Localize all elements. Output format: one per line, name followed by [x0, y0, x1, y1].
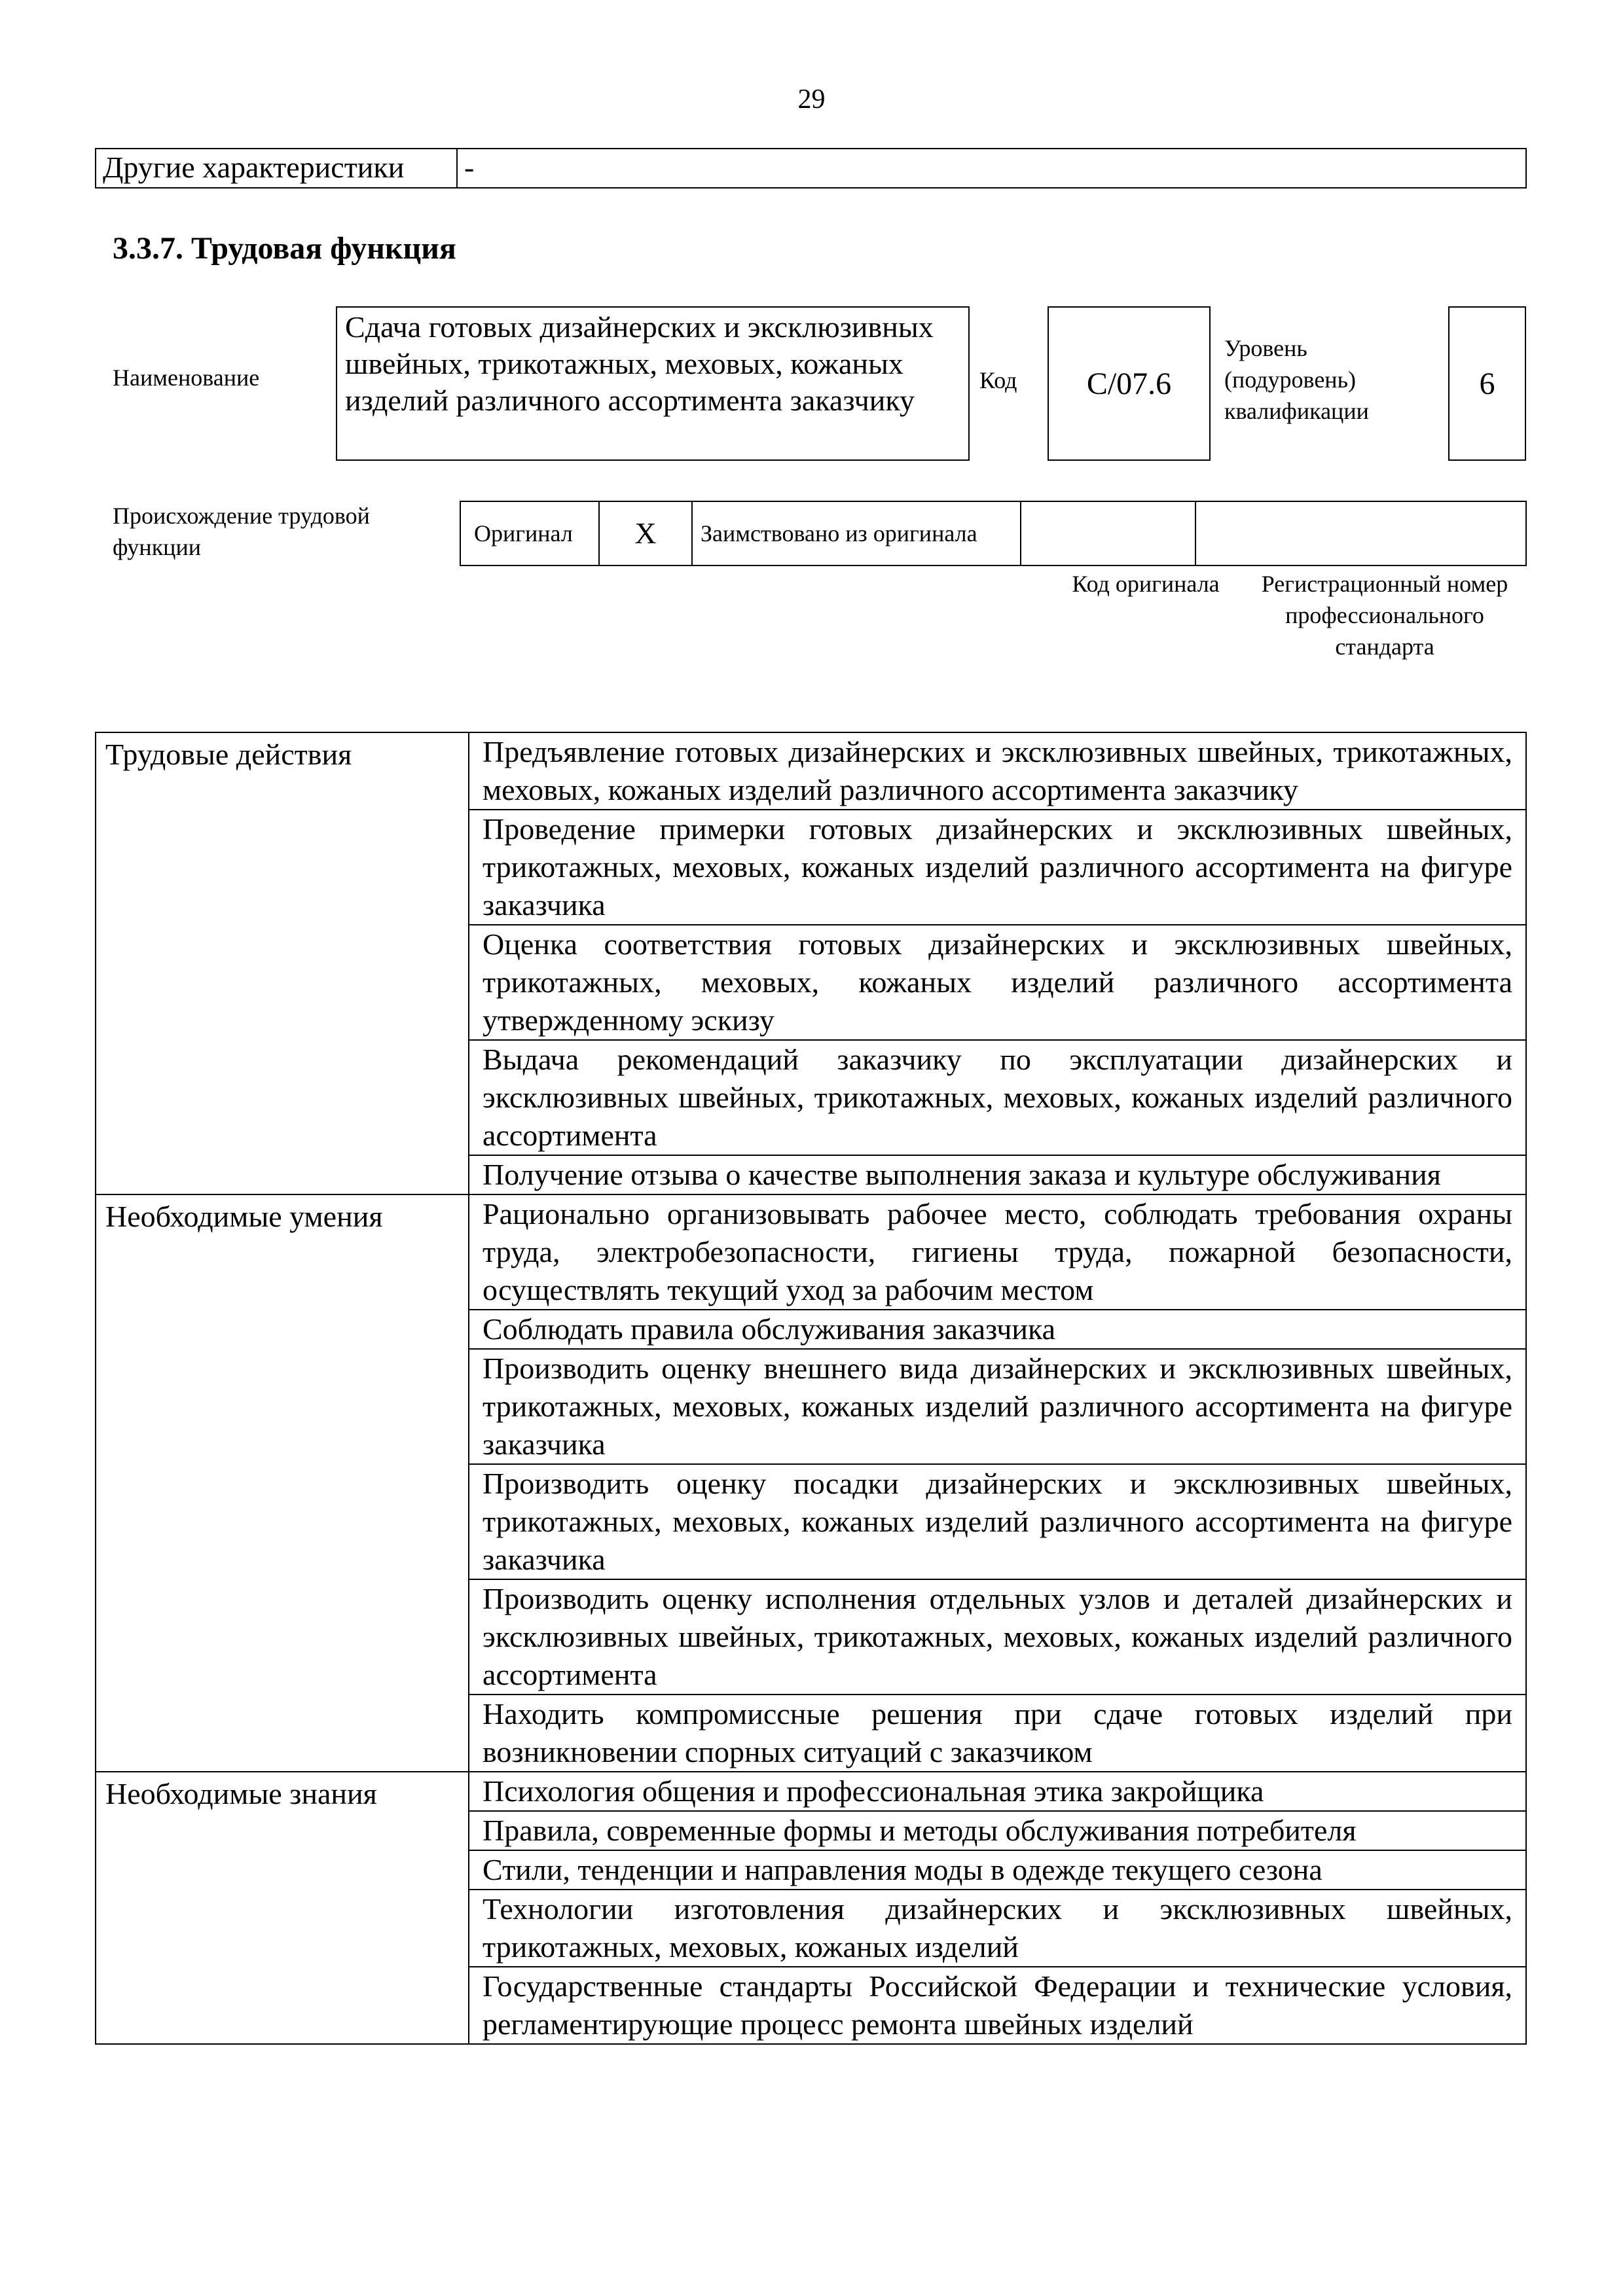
list-item: Психология общения и профессиональная этика закройщика — [469, 1772, 1526, 1811]
list-item: Выдача рекомендаций заказчику по эксплуатации дизайнерских и эксклюзивных швейных, трикотажных, меховых, кожаных изделий различного ассортимента — [469, 1040, 1526, 1155]
list-item: Государственные стандарты Российской Федерации и технические условия, регламентирующие процесс ремонта швейных изделий — [469, 1967, 1526, 2044]
code-label: Код — [979, 367, 1017, 393]
list-item: Предъявление готовых дизайнерских и эксклюзивных швейных, трикотажных, меховых, кожаных изделий различного ассортимента заказчику — [469, 732, 1526, 810]
origin-table — [460, 501, 1527, 566]
name-label: Наименование — [113, 365, 260, 391]
section-title-labor-actions: Трудовые действия — [96, 732, 469, 1194]
section-title: 3.3.7. Трудовая функция — [113, 231, 456, 266]
list-item: Производить оценку посадки дизайнерских и эксклюзивных швейных, трикотажных, меховых, кожаных изделий различного ассортимента на фигуре заказчика — [469, 1464, 1526, 1579]
table-row — [96, 732, 1526, 810]
original-mark: X — [599, 501, 692, 565]
section-title-skills: Необходимые умения — [96, 1194, 469, 1772]
list-item: Оценка соответствия готовых дизайнерских и эксклюзивных швейных, трикотажных, меховых, кожаных изделий различного ассортимента утвержденному эскизу — [469, 925, 1526, 1040]
list-item: Технологии изготовления дизайнерских и эксклюзивных швейных, трикотажных, меховых, кожаных изделий — [469, 1890, 1526, 1967]
origin-label: Происхождение трудовой функции — [113, 503, 370, 560]
list-item: Рационально организовывать рабочее место, соблюдать требования охраны труда, электробезопасности, гигиены труда, пожарной безопасности, осуществлять текущий уход за рабочим местом — [469, 1194, 1526, 1310]
level-box: 6 — [1448, 306, 1526, 461]
list-item: Соблюдать правила обслуживания заказчика — [469, 1310, 1526, 1349]
page-number: 29 — [797, 84, 826, 115]
original-label: Оригинал — [460, 501, 599, 565]
registration-number-cell — [1195, 501, 1526, 565]
other-characteristics-table — [95, 148, 1527, 188]
list-item: Производить оценку внешнего вида дизайнерских и эксклюзивных швейных, трикотажных, меховых, кожаных изделий различного ассортимента на фигуре заказчика — [469, 1349, 1526, 1464]
table-row — [96, 149, 1526, 188]
table-row — [460, 501, 1526, 565]
borrowed-label: Заимствовано из оригинала — [692, 501, 1021, 565]
list-item: Стили, тенденции и направления моды в одежде текущего сезона — [469, 1850, 1526, 1890]
original-code-cell — [1021, 501, 1195, 565]
list-item: Производить оценку исполнения отдельных узлов и деталей дизайнерских и эксклюзивных швейных, трикотажных, меховых, кожаных изделий различного ассортимента — [469, 1579, 1526, 1695]
original-code-caption: Код оригинала — [1072, 571, 1220, 597]
table-row — [96, 1194, 1526, 1310]
requirements-table — [95, 732, 1527, 2045]
function-name-box: Сдача готовых дизайнерских и эксклюзивных швейных, трикотажных, меховых, кожаных изделий различного ассортимента заказчику — [336, 306, 970, 461]
section-title-knowledge: Необходимые знания — [96, 1772, 469, 2044]
list-item: Правила, современные формы и методы обслуживания потребителя — [469, 1811, 1526, 1850]
list-item: Получение отзыва о качестве выполнения заказа и культуре обслуживания — [469, 1155, 1526, 1194]
registration-number-caption: Регистрационный номер профессионального стандарта — [1261, 571, 1508, 660]
list-item: Находить компромиссные решения при сдаче готовых изделий при возникновении спорных ситуаций с заказчиком — [469, 1695, 1526, 1772]
table-row — [96, 1772, 1526, 1811]
other-characteristics-value: - — [457, 149, 1526, 188]
function-code-box: C/07.6 — [1048, 306, 1211, 461]
list-item: Проведение примерки готовых дизайнерских и эксклюзивных швейных, трикотажных, меховых, кожаных изделий различного ассортимента на фигуре заказчика — [469, 810, 1526, 925]
level-label: Уровень (подуровень) квалификации — [1224, 335, 1369, 424]
other-characteristics-label: Другие характеристики — [96, 149, 457, 188]
